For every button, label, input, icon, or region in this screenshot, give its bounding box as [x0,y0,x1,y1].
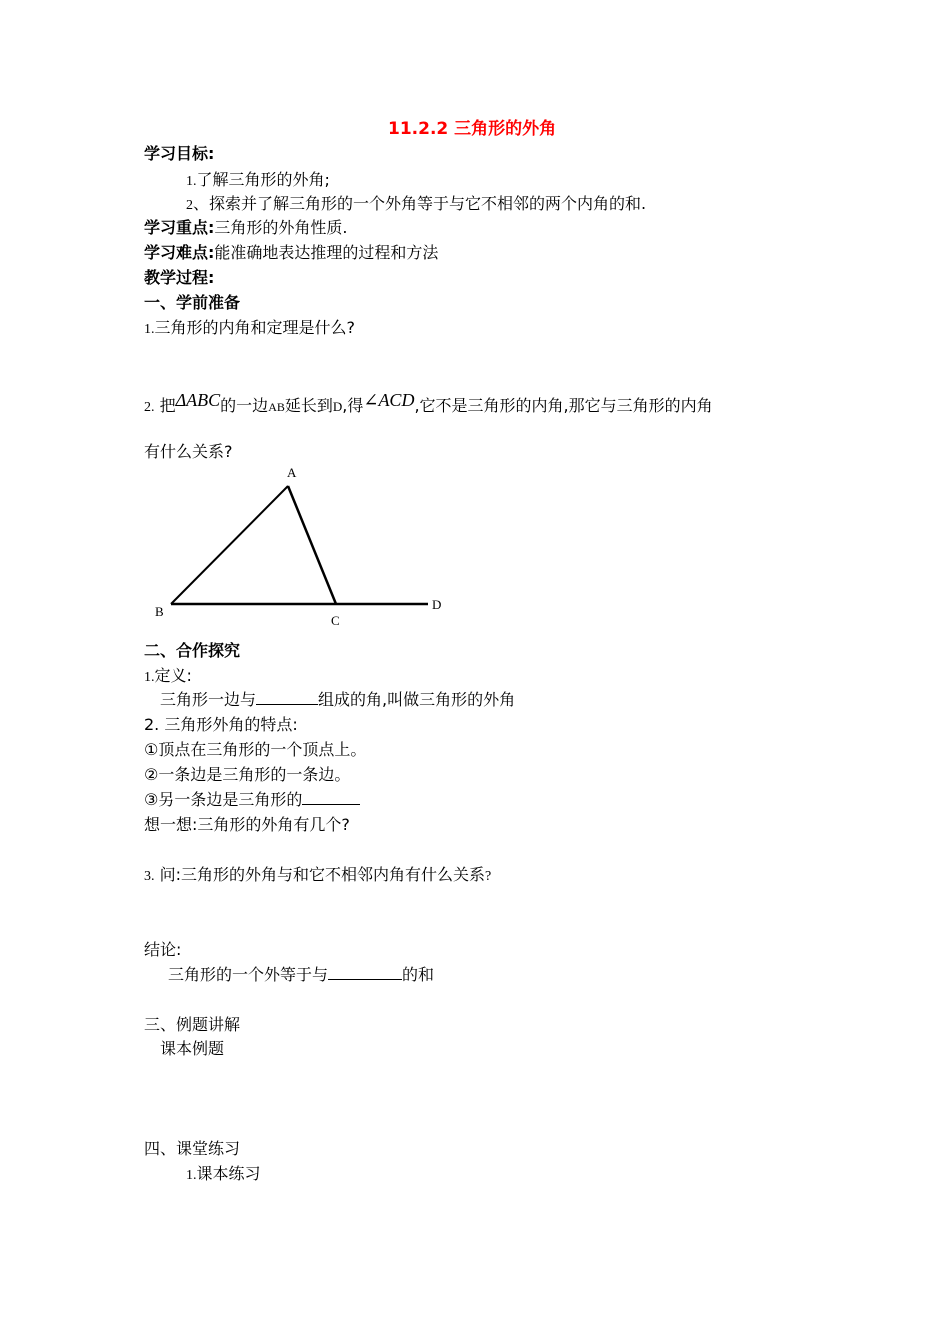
key-point-text: 三角形的外角性质. [214,218,348,237]
page-title: 11.2.2 三角形的外角 [388,119,557,139]
objectives-label: 学习目标: [144,144,215,163]
process-label: 教学过程: [144,268,215,287]
section4-item [186,1164,261,1186]
definition-post: 组成的角,叫做三角形的外角 [318,690,516,709]
definition-text [160,690,515,710]
definition-blank[interactable] [256,690,318,705]
definition-label: 定义: [154,666,192,685]
side-ac [288,486,336,604]
question-1-text: 三角形的内角和定理是什么? [154,318,355,337]
feature-3 [144,790,360,810]
question-2-text-b: 的一边 [220,396,269,415]
segment-ab: AB [268,400,285,414]
conclusion-text [168,965,434,985]
section3-text: 课本例题 [160,1039,225,1058]
question-2-text-e: ,它不是三角形的内角,那它与三角形的内角 [414,396,713,415]
section4-heading: 四、课堂练习 [144,1139,241,1158]
objective-num-2: 2 [186,198,193,213]
question-3-mark: ? [485,869,492,884]
label-c: C [331,613,340,628]
question-2-text-d: ,得 [342,396,364,415]
question-2-text-c: 延长到 [284,396,333,415]
section2-heading: 二、合作探究 [144,641,241,660]
definition-pre: 三角形一边与 [160,690,257,709]
label-d: D [432,597,442,612]
think-question: 想一想:三角形的外角有几个? [144,815,350,834]
section3-heading: 三、例题讲解 [144,1015,241,1034]
section4-item-text: 课本练习 [196,1164,261,1183]
label-a: A [287,465,297,480]
feature-1: ①顶点在三角形的一个顶点上。 [144,740,367,759]
question-2-text-a: 把 [159,396,176,415]
objective-num-1: 1. [186,174,197,189]
feature-2: ②一条边是三角形的一条边。 [144,765,351,784]
features-heading: 2. 三角形外角的特点: [144,715,298,734]
conclusion-blank[interactable] [328,965,402,980]
key-point-label: 学习重点: [144,218,215,237]
triangle-abc-math: ΔABC [175,390,221,410]
question-2-continued: 有什么关系? [144,442,233,461]
label-b: B [155,604,164,619]
conclusion-pre: 三角形的一个外等于与 [168,965,329,984]
feature-3-text: ③另一条边是三角形的 [144,790,303,809]
feature-3-blank[interactable] [302,790,360,805]
point-d: D [332,399,343,414]
difficulty-text: 能准确地表达推理的过程和方法 [214,243,439,262]
section4-item-num: 1. [186,1168,197,1183]
definition-num: 1. [144,670,155,685]
conclusion-label: 结论: [144,940,182,959]
angle-acd-math: ∠ACD [363,390,415,410]
side-ab [171,486,288,604]
question-3-text: 问:三角形的外角与和它不相邻内角有什么关系 [159,865,485,884]
section1-heading: 一、学前准备 [144,293,241,312]
objective-text-1: 了解三角形的外角; [196,170,330,189]
question-3-num: 3. [144,869,155,884]
conclusion-post: 的和 [402,965,435,984]
question-2-num: 2. [144,400,155,415]
question-3 [144,865,491,887]
definition-label-row [144,666,192,688]
question-1-num: 1. [144,322,155,337]
objective-text-2: 、探索并了解三角形的一个外角等于与它不相邻的两个内角的和. [193,194,647,213]
difficulty-label: 学习难点: [144,243,215,262]
